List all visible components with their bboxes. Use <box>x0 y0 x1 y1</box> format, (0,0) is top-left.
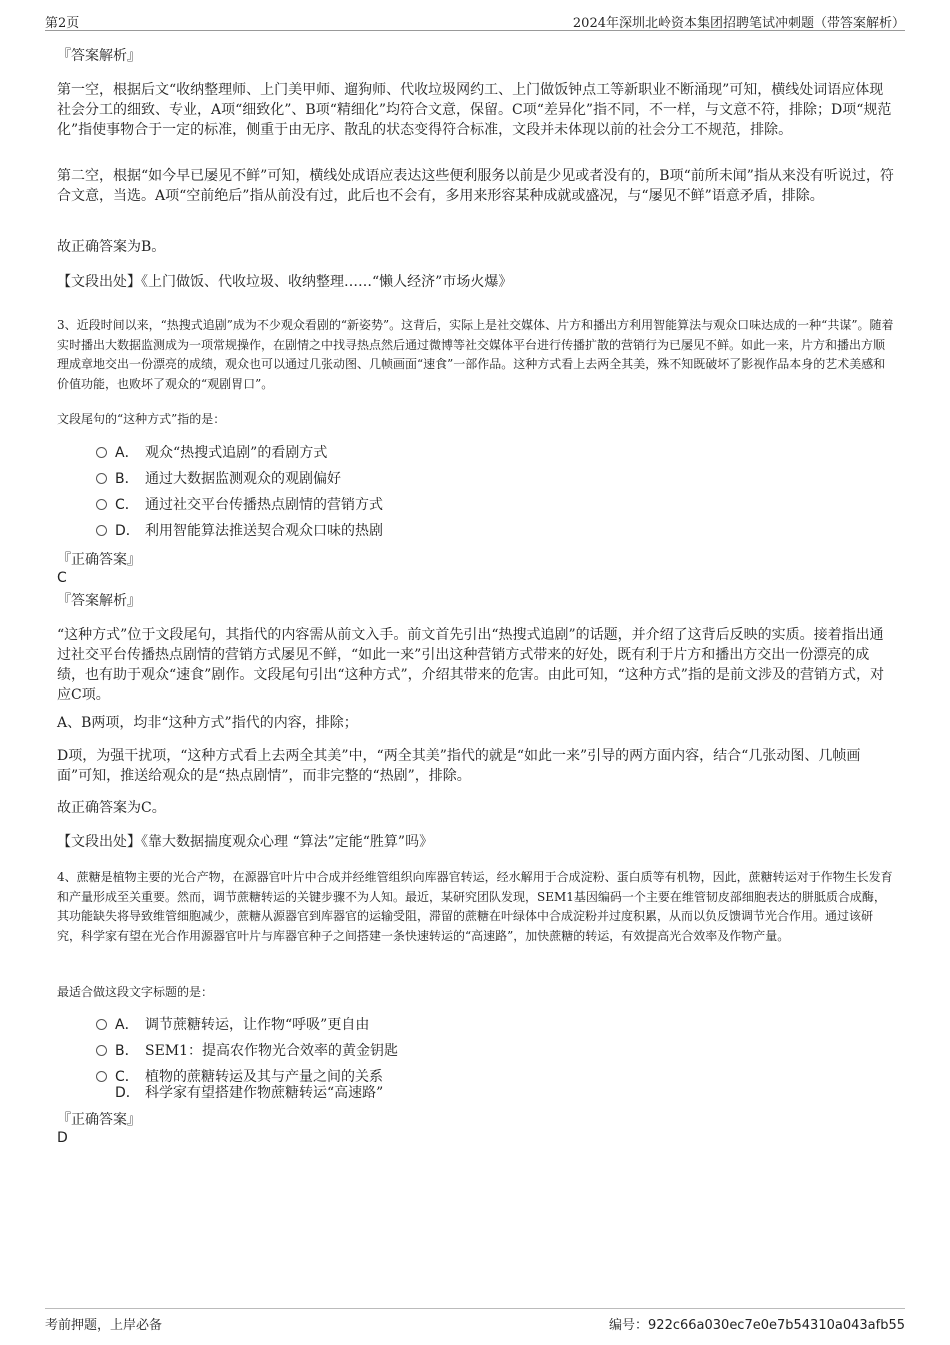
radio-icon[interactable] <box>96 525 107 536</box>
footer-slogan: 考前押题，上岸必备 <box>45 1318 163 1333</box>
q4-stem: 4、蔗糖是植物主要的光合产物，在源器官叶片中合成并经维管组织向库器官转运，经水解用于合成淀粉、蛋白质等有机物，因此，蔗糖转运对于作物生长发育和产量形成至关重要。然而，调节蔗糖转运的关键步骤不为人知。最近，某研究团队发现，SEM1基因编码一个主要在维管韧皮部细胞表达的胼胝质合成酶，其功能缺失将导致维管细胞减少，蔗糖从源器官到库器官的运输受阻，滞留的蔗糖在叶绿体中合成淀粉并过度积累，从而以负反馈调节光合作用。通过该研究，科学家有望在光合作用源器官叶片与库器官种子之间搭建一条快速转运的“高速路”，加快蔗糖的转运，有效提高光合效率及作物产量。 <box>57 870 893 943</box>
radio-icon[interactable] <box>96 1071 107 1082</box>
q3-analysis-label: 『答案解析』 <box>57 593 141 609</box>
q3-analysis-paragraph-3: D项，为强干扰项，“这种方式看上去两全其美”中，“两全其美”指代的就是“如此一来”引导的两方面内容，结合“几张动图、几帧画面”可知，推送给观众的是“热点剧情”，而非完整的“热剧”，排除。 <box>57 748 861 784</box>
q3-source: 【文段出处】《靠大数据揣度观众心理 “算法”定能“胜算”吗》 <box>57 834 434 850</box>
q2-analysis-paragraph-2: 第二空，根据“如今早已屡见不鲜”可知，横线处成语应表达这些便利服务以前是少见或者没有的，B项“前所未闻”指从来没有听说过，符合文意，当选。A项“空前绝后”指从前没有过，此后也不会有，多用来形容某种成就或盛况，与“屡见不鲜”语意矛盾，排除。 <box>57 168 894 204</box>
q3-question: 文段尾句的“这种方式”指的是： <box>57 412 226 426</box>
q3-answer: C <box>57 570 67 586</box>
q2-source: 【文段出处】《上门做饭、代收垃圾、收纳整理……“懒人经济”市场火爆》 <box>57 274 513 290</box>
q3-option-b[interactable]: B． 通过大数据监测观众的观剧偏好 <box>96 468 341 490</box>
radio-icon[interactable] <box>96 1045 107 1056</box>
q4-answer-label: 『正确答案』 <box>57 1112 141 1128</box>
q4-answer: D <box>57 1130 68 1146</box>
q3-analysis-paragraph-1: “这种方式”位于文段尾句，其指代的内容需从前文入手。前文首先引出“热搜式追剧”的话题，并介绍了这背后反映的实质。接着指出通过社交平台传播热点剧情的营销方式屡见不鲜，“如此一来”引出这种营销方式带来的好处，既有利于片方和播出方交出一份漂亮的成绩，也有助于观众“速食”剧作。文段尾句引出“这种方式”，介绍其带来的危害。由此可知，“这种方式”指的是前文涉及的营销方式，对应C项。 <box>57 627 884 703</box>
q4-option-d[interactable]: D． 科学家有望搭建作物蔗糖转运“高速路” <box>115 1085 384 1101</box>
q3-option-c[interactable]: C． 通过社交平台传播热点剧情的营销方式 <box>96 494 383 516</box>
radio-icon[interactable] <box>96 1019 107 1030</box>
page-header <box>45 8 905 31</box>
q3-option-d[interactable]: D． 利用智能算法推送契合观众口味的热剧 <box>96 520 383 542</box>
radio-icon[interactable] <box>96 499 107 510</box>
q3-stem: 3、近段时间以来，“热搜式追剧”成为不少观众看剧的“新姿势”。这背后，实际上是社交媒体、片方和播出方利用智能算法与观众口味达成的一种“共谋”。随着实时播出大数据监测成为一项常规操作，在剧情之中找寻热点然后通过微博等社交媒体平台进行传播扩散的营销行为已屡见不鲜。如此一来，片方和播出方顺理成章地交出一份漂亮的成绩，观众也可以通过几张动图、几帧画面“速食”一部作品。这种方式看上去两全其美，殊不知既破坏了影视作品本身的艺术美感和价值功能，也败坏了观众的“观剧胃口”。 <box>57 318 894 391</box>
document-code: 编号：922c66a030ec7e0e7b54310a043afb55 <box>609 1318 905 1333</box>
page-footer <box>45 1308 905 1331</box>
q4-option-a[interactable]: A． 调节蔗糖转运，让作物“呼吸”更自由 <box>96 1014 369 1036</box>
q3-analysis-paragraph-2: A、B两项，均非“这种方式”指代的内容，排除； <box>57 715 358 731</box>
q4-question: 最适合做这段文字标题的是： <box>57 985 214 999</box>
q3-answer-label: 『正确答案』 <box>57 552 141 568</box>
q3-conclusion: 故正确答案为C。 <box>57 800 166 816</box>
radio-icon[interactable] <box>96 473 107 484</box>
q4-option-c[interactable]: C． 植物的蔗糖转运及其与产量之间的关系 <box>96 1066 383 1088</box>
radio-icon[interactable] <box>96 447 107 458</box>
document-title: 2024年深圳北岭资本集团招聘笔试冲刺题（带答案解析） <box>572 16 905 31</box>
q4-option-b[interactable]: B． SEM1：提高农作物光合效率的黄金钥匙 <box>96 1040 398 1062</box>
page-number: 第2页 <box>45 16 80 31</box>
q3-option-a[interactable]: A． 观众“热搜式追剧”的看剧方式 <box>96 442 327 464</box>
q2-conclusion: 故正确答案为B。 <box>57 239 166 255</box>
q2-analysis-paragraph-1: 第一空，根据后文“收纳整理师、上门美甲师、遛狗师、代收垃圾网约工、上门做饭钟点工等新职业不断涌现”可知，横线处词语应体现社会分工的细致、专业，A项“细致化”、B项“精细化”均符合文意，保留。C项“差异化”指不同，不一样，与文意不符，排除；D项“规范化”指使事物合于一定的标准，侧重于由无序、散乱的状态变得符合标准，文段并未体现以前的社会分工不规范，排除。 <box>57 82 892 138</box>
q2-analysis-label: 『答案解析』 <box>57 48 141 64</box>
